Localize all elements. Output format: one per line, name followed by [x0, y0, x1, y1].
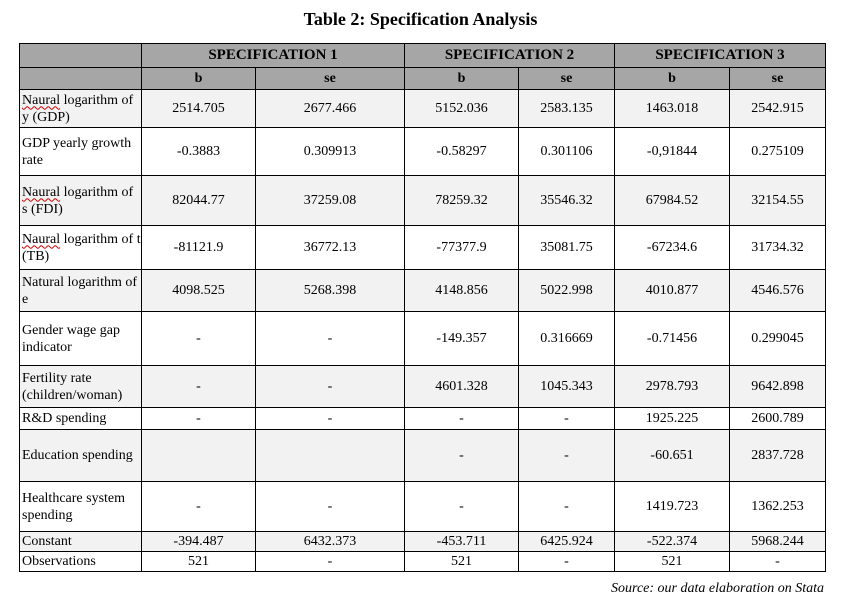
row-label-text: Education spending: [22, 448, 133, 463]
coef-se-cell: 0.309913: [256, 128, 405, 176]
coef-b-cell: -149.357: [405, 312, 519, 366]
coef-b-cell: -453.711: [405, 532, 519, 552]
row-label-text: logarithm of t (TB): [22, 231, 141, 264]
row-label: [20, 90, 142, 128]
misspelled-word: Naural: [22, 92, 61, 108]
coef-b-cell: -0,91844: [615, 128, 730, 176]
row-label: [20, 270, 142, 312]
subheader-row: [20, 68, 826, 90]
row-label-text: Observations: [22, 554, 96, 569]
subheader-se: se: [730, 68, 826, 90]
row-label-text: Healthcare system spending: [22, 490, 126, 523]
corner-cell: [20, 44, 142, 68]
coef-b-cell: 521: [615, 552, 730, 572]
coef-b-cell: 521: [142, 552, 256, 572]
table-row: [20, 312, 826, 366]
coef-b-cell: -: [405, 430, 519, 482]
coef-se-cell: -: [256, 366, 405, 408]
subheader-b: b: [142, 68, 256, 90]
subheader-b: b: [405, 68, 519, 90]
row-label: [20, 430, 142, 482]
coef-b-cell: 67984.52: [615, 176, 730, 226]
coef-se-cell: 31734.32: [730, 226, 826, 270]
table-row: [20, 176, 826, 226]
table-row: [20, 366, 826, 408]
coef-se-cell: 35546.32: [519, 176, 615, 226]
coef-b-cell: [142, 430, 256, 482]
table-title: Table 2: Specification Analysis: [303, 9, 538, 29]
coef-b-cell: -0.71456: [615, 312, 730, 366]
coef-se-cell: 6432.373: [256, 532, 405, 552]
coef-se-cell: 0.316669: [519, 312, 615, 366]
coef-b-cell: 82044.77: [142, 176, 256, 226]
table-row: [20, 532, 826, 552]
coef-se-cell: 2583.135: [519, 90, 615, 128]
row-label: [20, 128, 142, 176]
misspelled-word: Naural: [22, 231, 61, 247]
coef-se-cell: -: [730, 552, 826, 572]
coef-b-cell: 1925.225: [615, 408, 730, 430]
coef-b-cell: -: [142, 312, 256, 366]
coef-se-cell: -: [519, 408, 615, 430]
coef-se-cell: -: [256, 552, 405, 572]
specification-table: [19, 43, 826, 572]
coef-se-cell: -: [519, 552, 615, 572]
spec-1-header: SPECIFICATION 1: [142, 44, 405, 68]
table-row: [20, 552, 826, 572]
row-label: [20, 408, 142, 430]
coef-b-cell: -0.3883: [142, 128, 256, 176]
coef-se-cell: -: [519, 430, 615, 482]
spec-3-header: SPECIFICATION 3: [615, 44, 826, 68]
coef-se-cell: 6425.924: [519, 532, 615, 552]
coef-b-cell: 4098.525: [142, 270, 256, 312]
table-row: [20, 270, 826, 312]
row-label: [20, 552, 142, 572]
coef-b-cell: 2514.705: [142, 90, 256, 128]
coef-b-cell: 78259.32: [405, 176, 519, 226]
row-label-text: Gender wage gap indicator: [22, 322, 120, 355]
coef-se-cell: -: [519, 482, 615, 532]
coef-se-cell: 2677.466: [256, 90, 405, 128]
spec-2-header: SPECIFICATION 2: [405, 44, 615, 68]
coef-b-cell: 5152.036: [405, 90, 519, 128]
coef-se-cell: 35081.75: [519, 226, 615, 270]
table-row: [20, 430, 826, 482]
spec-header-row: [20, 44, 826, 68]
coef-se-cell: 2542.915: [730, 90, 826, 128]
coef-se-cell: 9642.898: [730, 366, 826, 408]
row-label: [20, 312, 142, 366]
source-note: Source: our data elaboration on Stata: [611, 581, 824, 596]
corner-cell: [20, 68, 142, 90]
coef-b-cell: -: [142, 482, 256, 532]
table-row: [20, 482, 826, 532]
coef-b-cell: 1419.723: [615, 482, 730, 532]
row-label: [20, 532, 142, 552]
table-row: [20, 226, 826, 270]
coef-b-cell: -77377.9: [405, 226, 519, 270]
coef-se-cell: 2600.789: [730, 408, 826, 430]
coef-b-cell: 4148.856: [405, 270, 519, 312]
coef-b-cell: 1463.018: [615, 90, 730, 128]
coef-b-cell: -522.374: [615, 532, 730, 552]
coef-b-cell: -: [405, 408, 519, 430]
coef-se-cell: 37259.08: [256, 176, 405, 226]
row-label: [20, 226, 142, 270]
row-label-text: Constant: [22, 534, 72, 549]
coef-b-cell: -: [142, 366, 256, 408]
coef-se-cell: 5268.398: [256, 270, 405, 312]
coef-se-cell: 1045.343: [519, 366, 615, 408]
row-label-text: Natural logarithm of e: [22, 274, 138, 307]
coef-b-cell: -81121.9: [142, 226, 256, 270]
row-label-text: logarithm of y (GDP): [22, 92, 134, 125]
row-label-text: GDP yearly growth rate: [22, 135, 132, 168]
table-row: [20, 90, 826, 128]
coef-se-cell: [256, 430, 405, 482]
subheader-b: b: [615, 68, 730, 90]
coef-se-cell: 5022.998: [519, 270, 615, 312]
misspelled-word: Naural: [22, 184, 61, 200]
coef-b-cell: 4010.877: [615, 270, 730, 312]
coef-se-cell: 0.275109: [730, 128, 826, 176]
coef-se-cell: 4546.576: [730, 270, 826, 312]
coef-se-cell: -: [256, 408, 405, 430]
subheader-se: se: [256, 68, 405, 90]
table-row: [20, 128, 826, 176]
coef-se-cell: 0.301106: [519, 128, 615, 176]
coef-se-cell: 32154.55: [730, 176, 826, 226]
coef-b-cell: -67234.6: [615, 226, 730, 270]
coef-b-cell: 2978.793: [615, 366, 730, 408]
coef-se-cell: -: [256, 482, 405, 532]
coef-b-cell: 521: [405, 552, 519, 572]
row-label-text: R&D spending: [22, 411, 107, 426]
coef-b-cell: -: [142, 408, 256, 430]
subheader-se: se: [519, 68, 615, 90]
coef-se-cell: 5968.244: [730, 532, 826, 552]
row-label-text: logarithm of s (FDI): [22, 184, 134, 217]
coef-se-cell: 1362.253: [730, 482, 826, 532]
row-label-text: Fertility rate (children/woman): [22, 370, 123, 403]
coef-b-cell: -0.58297: [405, 128, 519, 176]
coef-b-cell: 4601.328: [405, 366, 519, 408]
row-label: [20, 176, 142, 226]
coef-se-cell: 2837.728: [730, 430, 826, 482]
coef-b-cell: -394.487: [142, 532, 256, 552]
table-row: [20, 408, 826, 430]
row-label: [20, 366, 142, 408]
coef-se-cell: 36772.13: [256, 226, 405, 270]
row-label: [20, 482, 142, 532]
coef-se-cell: 0.299045: [730, 312, 826, 366]
coef-se-cell: -: [256, 312, 405, 366]
coef-b-cell: -: [405, 482, 519, 532]
coef-b-cell: -60.651: [615, 430, 730, 482]
